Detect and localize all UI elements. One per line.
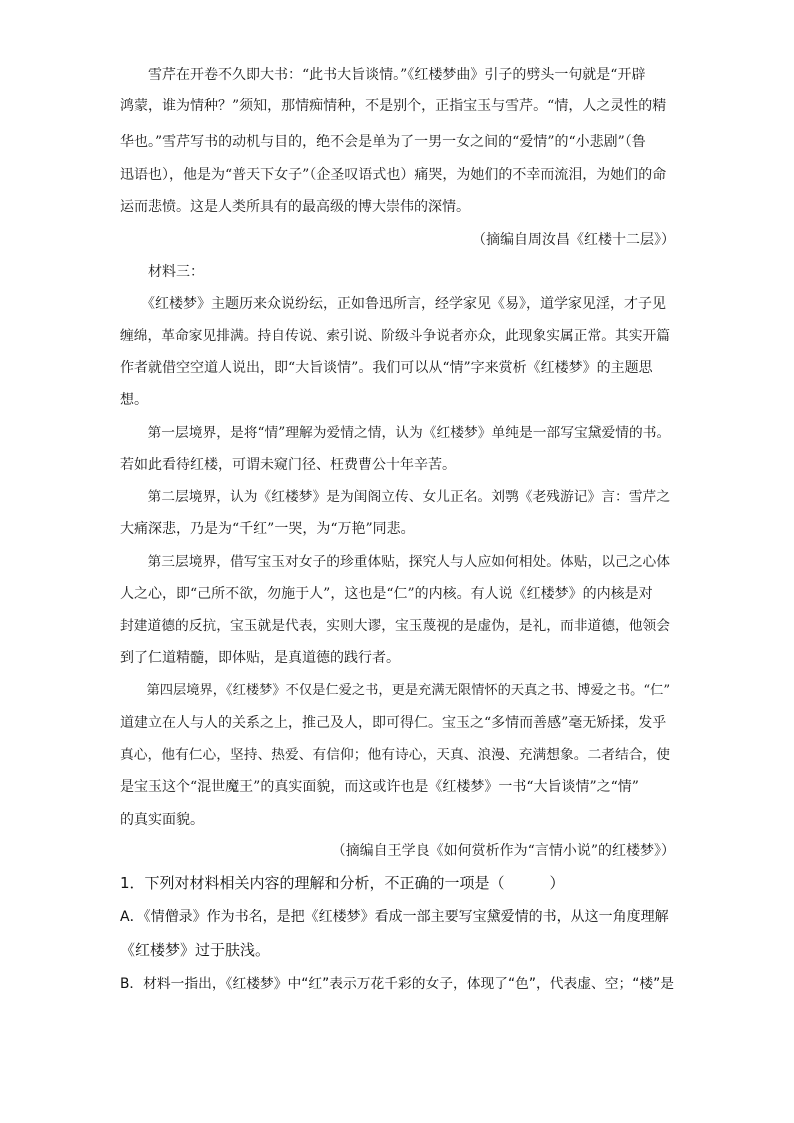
material-line: 第三层境界，借写宝玉对女子的珍重体贴，探究人与人应如何相处。体贴，以己之心体 [120,554,671,570]
material-heading: 材料三： [120,264,204,280]
material-line: 封建道德的反抗，宝玉就是代表，实则大谬，宝玉蔑视的是虚伪，是礼，而非道德，他领会 [120,618,671,634]
source-citation: （摘编自周汝昌《红楼十二层》） [472,232,675,248]
passage-line: 雪芹在开卷不久即大书：“此书大旨谈情。”《红楼梦曲》引子的劈头一句就是“开辟 [120,67,646,83]
material-line: 《红楼梦》主题历来众说纷纭，正如鲁迅所言，经学家见《易》，道学家见淫，才子见 [120,296,666,312]
passage-line: 运而悲愤。这是人类所具有的最高级的博大崇伟的深情。 [120,199,470,215]
material-line: 作者就借空空道人说出，即“大旨谈情”。我们可以从“情”字来赏析《红楼梦》的主题思 [120,360,653,376]
material-line: 人之心，即“己所不欲，勿施于人”，这也是“仁”的内核。有人说《红楼梦》的内核是对 [120,586,653,602]
option-b-line: B．材料一指出，《红楼梦》中“红”表示万花千彩的女子，体现了“色”，代表虚、空；“楼”是 [120,976,675,992]
material-line: 第一层境界，是将“情”理解为爱情之情，认为《红楼梦》单纯是一部写宝黛爱情的书。 [120,425,671,441]
material-line: 大痛深悲，乃是为“千红”一哭，为“万艳”同悲。 [120,521,415,537]
material-line: 缠绵，革命家见排满。持自传说、索引说、阶级斗争说者亦众，此现象实属正常。其实开篇 [120,328,671,344]
material-line: 道建立在人与人的关系之上，推己及人，即可得仁。宝玉之“多情而善感”毫无矫揉，发乎 [120,715,667,731]
option-a-line: 《红楼梦》过于肤浅。 [120,941,271,959]
question-stem: 1．下列对材料相关内容的理解和分析，不正确的一项是（ ） [120,874,565,892]
passage-line: 鸿蒙，谁为情种？”须知，那情痴情种，不是别个，正指宝玉与雪芹。“情，人之灵性的精 [120,98,667,114]
material-line: 若如此看待红楼，可谓未窥门径、枉费曹公十年辛苦。 [120,457,456,473]
option-a-line: A．《情僧录》作为书名，是把《红楼梦》看成一部主要写宝黛爱情的书，从这一角度理解 [120,909,669,925]
material-line: 的真实面貌。 [120,812,204,828]
passage-line: 迅语也），他是为“普天下女子”（企圣叹语式也）痛哭，为她们的不幸而流泪，为她们的命 [120,167,667,183]
material-line: 到了仁道精髓，即体贴，是真道德的践行者。 [120,650,400,666]
passage-line: 华也。”雪芹写书的动机与目的，绝不会是单为了一男一女之间的“爱情”的“小悲剧”（鲁 [120,134,646,150]
material-line: 是宝玉这个“混世魔王”的真实面貌，而这或许也是《红楼梦》一书“大旨谈情”之“情” [120,779,639,795]
material-line: 第二层境界，认为《红楼梦》是为闺阁立传、女儿正名。刘鹗《老残游记》言：雪芹之 [120,489,671,505]
material-line: 想。 [120,392,148,408]
source-citation: （摘编自王学良《如何赏析作为“言情小说”的红楼梦》） [331,843,675,859]
material-line: 真心，他有仁心，坚持、热爱、有信仰；他有诗心，天真、浪漫、充满想象。二者结合，使 [120,747,671,763]
material-line: 第四层境界，《红楼梦》不仅是仁爱之书，更是充满无限情怀的天真之书、博爱之书。“仁” [120,683,671,698]
